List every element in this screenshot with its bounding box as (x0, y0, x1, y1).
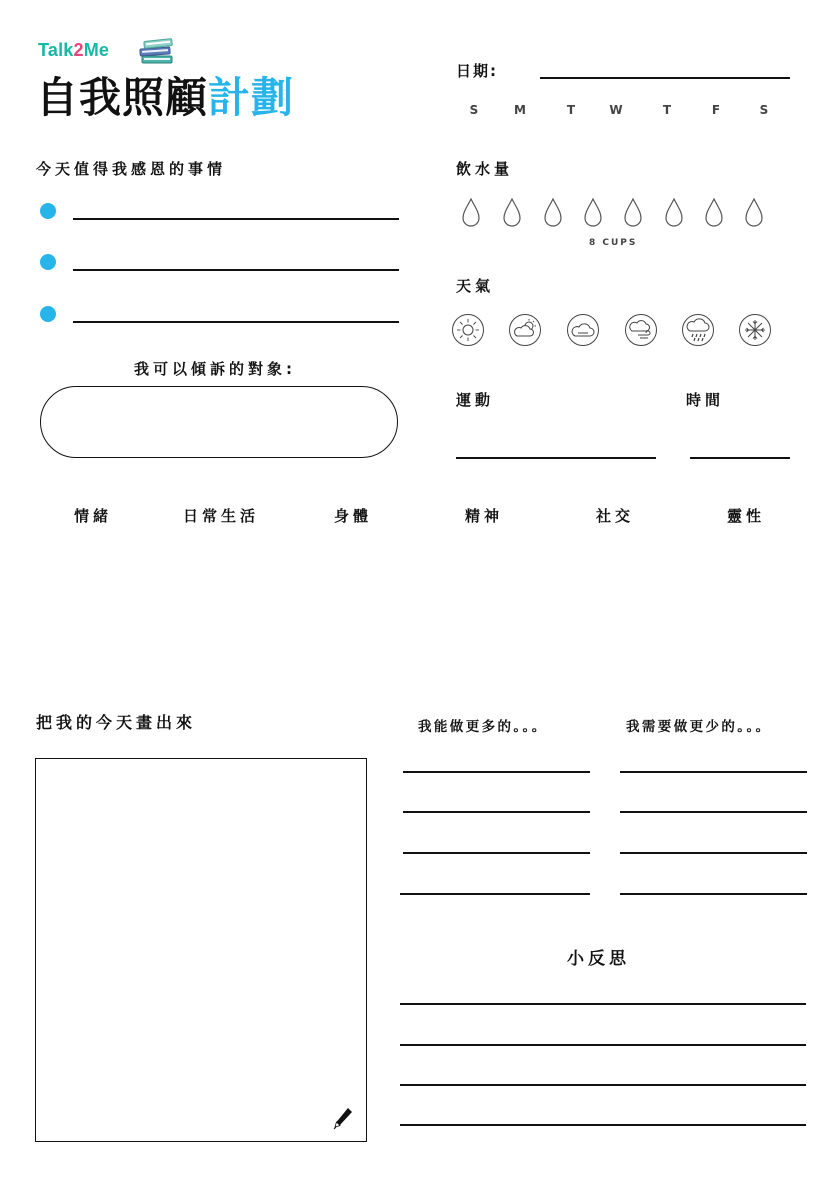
gratitude-line-3[interactable] (73, 321, 399, 323)
water-drop-icon (585, 199, 601, 226)
snow-icon[interactable] (739, 314, 771, 346)
date-line[interactable] (540, 77, 790, 79)
day-sat[interactable]: S (759, 103, 769, 117)
category-body: 身體 (334, 507, 373, 525)
do-more-line-3[interactable] (403, 852, 590, 854)
water-drop-icon (545, 199, 561, 226)
title-accent: 計劃 (208, 73, 295, 122)
reflection-line-4[interactable] (400, 1124, 806, 1126)
day-tue[interactable]: T (566, 103, 576, 117)
water-drop-icon (706, 199, 722, 226)
weather-heading: 天氣 (456, 277, 495, 295)
gratitude-line-1[interactable] (73, 218, 399, 220)
windy-icon[interactable] (625, 314, 657, 346)
gratitude-heading: 今天值得我感恩的事情 (36, 160, 227, 178)
water-heading: 飲水量 (456, 160, 514, 178)
books-icon (138, 36, 176, 66)
water-drop-icon (504, 199, 520, 226)
category-social: 社交 (596, 507, 635, 525)
time-heading: 時間 (686, 391, 725, 409)
do-less-line-2[interactable] (620, 811, 807, 813)
do-less-line-1[interactable] (620, 771, 807, 773)
do-less-heading: 我需要做更少的。。。 (626, 719, 772, 735)
water-drops (458, 196, 766, 230)
day-thu[interactable]: T (662, 103, 672, 117)
gratitude-bullet-1 (40, 203, 56, 219)
day-sun[interactable]: S (469, 103, 479, 117)
day-wed[interactable]: W (609, 103, 623, 117)
reflection-line-2[interactable] (400, 1044, 806, 1046)
cloudy-icon[interactable] (567, 314, 599, 346)
rainy-icon[interactable] (682, 314, 714, 346)
gratitude-line-2[interactable] (73, 269, 399, 271)
brand-text-talk: Talk (38, 40, 74, 60)
water-drop-icon (746, 199, 762, 226)
exercise-line[interactable] (456, 457, 656, 459)
reflection-heading: 小反思 (567, 949, 630, 969)
partly-cloudy-icon[interactable] (509, 314, 541, 346)
do-more-line-2[interactable] (403, 811, 590, 813)
water-drop-icon (463, 199, 479, 226)
drawing-heading: 把我的今天畫出來 (36, 713, 197, 732)
gratitude-bullet-3 (40, 306, 56, 322)
confide-heading: 我可以傾訴的對象: (134, 360, 296, 378)
day-fri[interactable]: F (711, 103, 721, 117)
water-drop-icon (625, 199, 641, 226)
do-more-line-4[interactable] (400, 893, 590, 895)
time-line[interactable] (690, 457, 790, 459)
brand-text-two: 2 (73, 40, 84, 60)
category-daily-life: 日常生活 (183, 507, 260, 525)
page-title (36, 72, 294, 124)
gratitude-bullet-2 (40, 254, 56, 270)
pen-icon (332, 1106, 354, 1130)
category-emotion: 情緒 (74, 507, 113, 525)
drawing-area[interactable] (35, 758, 367, 1142)
reflection-line-1[interactable] (400, 1003, 806, 1005)
do-less-line-3[interactable] (620, 852, 807, 854)
cups-label: 8 CUPS (589, 238, 638, 248)
category-mind: 精神 (465, 507, 504, 525)
confide-input-box[interactable] (40, 386, 398, 458)
exercise-heading: 運動 (456, 391, 495, 409)
sunny-icon[interactable] (452, 314, 484, 346)
title-main: 自我照顧 (36, 73, 209, 122)
water-drop-icon (666, 199, 682, 226)
day-mon[interactable]: M (514, 103, 526, 117)
reflection-line-3[interactable] (400, 1084, 806, 1086)
do-more-line-1[interactable] (403, 771, 590, 773)
do-less-line-4[interactable] (620, 893, 807, 895)
category-spirituality: 靈性 (727, 507, 766, 525)
date-label: 日期: (456, 62, 498, 80)
brand-text-me: Me (83, 40, 110, 60)
do-more-heading: 我能做更多的。。。 (418, 719, 548, 735)
brand-logo (38, 40, 109, 61)
